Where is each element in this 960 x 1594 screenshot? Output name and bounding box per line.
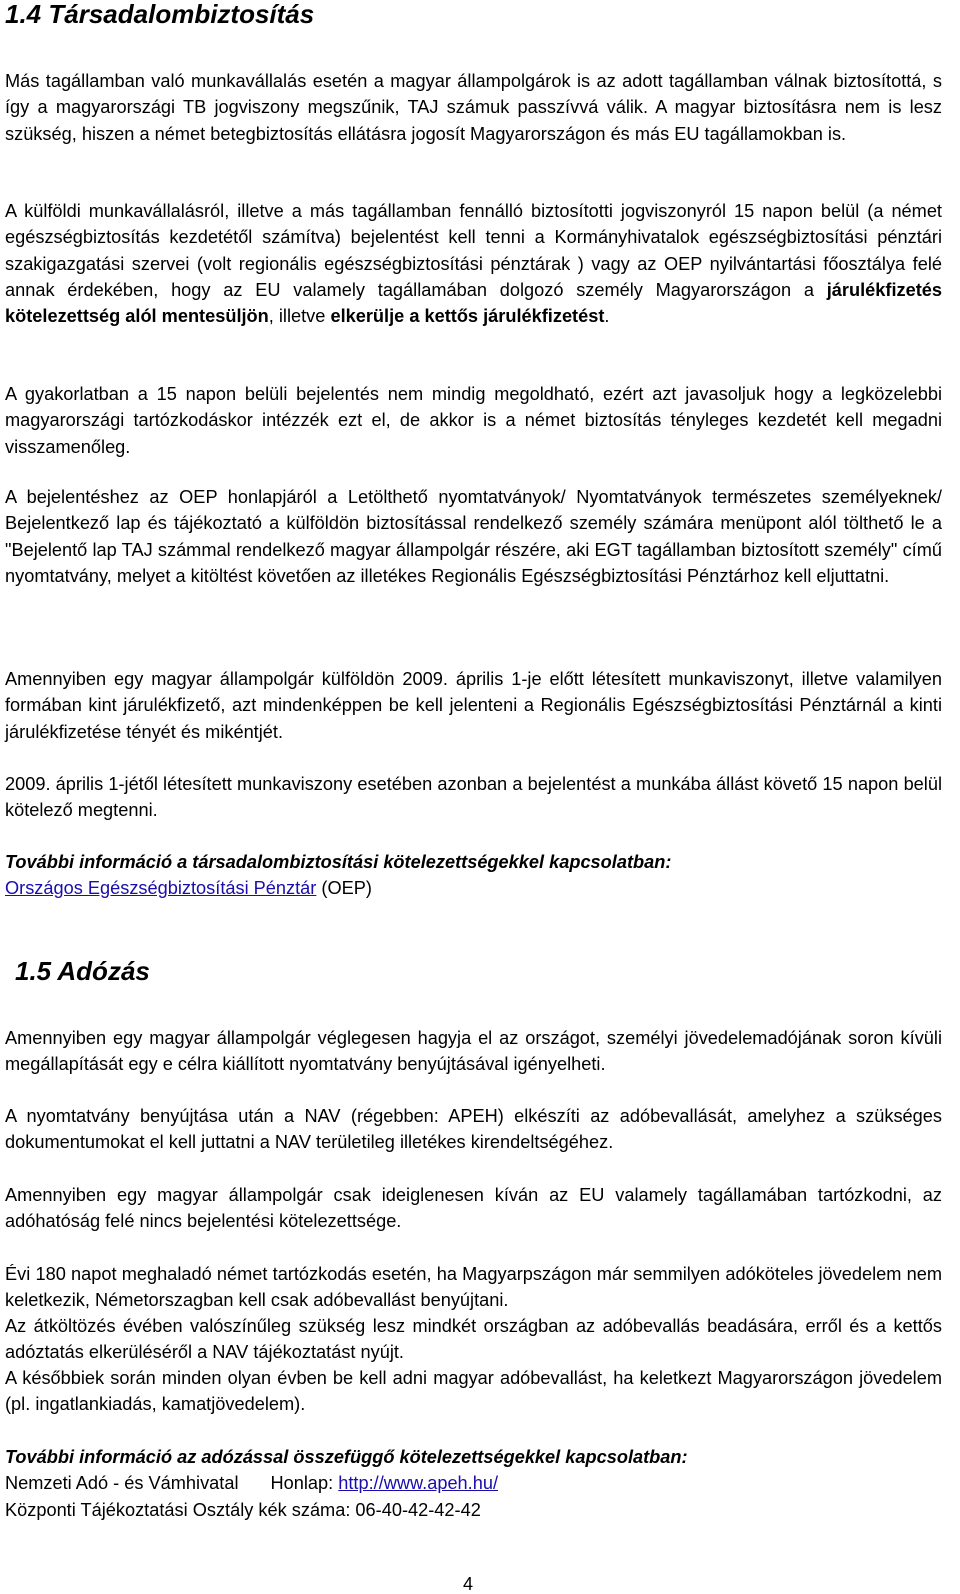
paragraph: A nyomtatvány benyújtása után a NAV (régebben: APEH) elkészíti az adóbevallását, amelyhez a szükséges dokumentumokat el kell juttatni a NAV területileg illetékes kirendeltségéhez. xyxy=(5,1106,942,1153)
paragraph: Amennyiben egy magyar állampolgár csak ideiglenesen kíván az EU valamely tagállamában tartózkodni, az adóhatóság felé nincs bejelentési kötelezettsége. xyxy=(5,1185,942,1232)
section-heading-social-security: 1.4 Társadalombiztosítás xyxy=(5,0,315,29)
paragraph: 2009. április 1-jétől létesített munkaviszony esetében azonban a bejelentést a munkába állást követő 15 napon belül kötelező megtenni. xyxy=(5,774,942,821)
info-block-taxation xyxy=(5,1444,942,1523)
paragraph: Amennyiben egy magyar állampolgár külföldön 2009. április 1-je előtt létesített munkaviszonyt, illetve valamilyen formában kint járulékfizető, azt mindenképpen be kell jelenteni a Regionális Egészségbiztosítási Pénztárnál a kinti járulékfizetése tényét és mikéntjét. xyxy=(5,669,942,742)
homepage-label: Honlap: xyxy=(270,1473,339,1494)
info-block-social-security: További információ a társadalombiztosítási kötelezettségekkel kapcsolatban: Országos Egészségbiztosítási Pénztár (OEP) xyxy=(5,852,672,899)
section-heading-taxation: 1.5 Adózás xyxy=(15,956,150,986)
paragraph: Az átköltözés évében valószínűleg szükség lesz mindkét országban az adóbevallás beadására, erről és a kettős adóztatás elkerüléséről a NAV tájékoztatást nyújt. xyxy=(5,1316,942,1363)
apeh-link[interactable]: http://www.apeh.hu/ xyxy=(338,1473,499,1494)
page-number: 4 xyxy=(463,1574,474,1594)
nav-name: Nemzeti Adó - és Vámhivatal xyxy=(5,1473,239,1494)
paragraph: A külföldi munkavállalásról, illetve a más tagállamban fennálló biztosítotti jogviszonyról 15 napon belül (a német egészségbiztosítás kezdetétől számítva) bejelentést kell tenni a Kormányhivatalok egészségbiztosítási pénztári szakigazgatási szervei (volt regionális egészségbiztosítási pénztárak ) vagy az OEP nyilvántartási főosztálya felé annak érdekében, hogy az EU valamely tagállamában dolgozó személy Magyarországon a járulékfizetés kötelezettség alól mentesüljön, illetve elkerülje a kettős járulékfizetést. xyxy=(5,201,942,327)
info-label: További információ a társadalombiztosítási kötelezettségekkel kapcsolatban: xyxy=(5,852,672,872)
phone-line: Központi Tájékoztatási Osztály kék száma: 06-40-42-42-42 xyxy=(5,1499,481,1520)
oep-link[interactable]: Országos Egészségbiztosítási Pénztár xyxy=(5,878,317,899)
paragraph: A gyakorlatban a 15 napon belüli bejelentés nem mindig megoldható, ezért azt javasoljuk hogy a legközelebbi magyarországi tartózkodáskor intézzék ezt el, de akkor is a német biztosítás tényleges kezdetét kell megadni visszamenőleg. xyxy=(5,384,942,457)
paragraph: Amennyiben egy magyar állampolgár véglegesen hagyja el az országot, személyi jövedelemadójának soron kívüli megállapítását egy e célra kiállított nyomtatvány benyújtásával igényelheti. xyxy=(5,1028,942,1075)
info-label: További információ az adózással összefüggő kötelezettségekkel kapcsolatban: xyxy=(5,1447,688,1467)
paragraph: A későbbiek során minden olyan évben be kell adni magyar adóbevallást, ha keletkezt Magyarországon jövedelem (pl. ingatlankiadás, kamatjövedelem). xyxy=(5,1368,942,1415)
paragraph: A bejelentéshez az OEP honlapjáról a Letölthető nyomtatványok/ Nyomtatványok természetes személyeknek/ Bejelentkező lap és tájékoztató a külföldön biztosítással rendelkező személy számára menüpont alól tölthető le a "Bejelentő lap TAJ számmal rendelkező magyar állampolgár részére, aki EGT tagállamban biztosított személy" című nyomtatvány, melyet a kitöltést követően az illetékes Regionális Egészségbiztosítási Pénztárhoz kell eljuttatni. xyxy=(5,487,942,586)
paragraph: Más tagállamban való munkavállalás esetén a magyar állampolgárok is az adott tagállamban válnak biztosítottá, s így a magyarországi TB jogviszony megszűnik, TAJ számuk passzívvá válik. A magyar biztosításra nem is lesz szükség, hiszen a német betegbiztosítás ellátásra jogosít Magyarországon és más EU tagállamokban is. xyxy=(5,71,942,144)
paragraph: Évi 180 napot meghaladó német tartózkodás esetén, ha Magyarpszágon már semmilyen adóköteles jövedelem nem keletkezik, Németorszagban kell csak adóbevallást benyújtani. xyxy=(5,1264,942,1311)
